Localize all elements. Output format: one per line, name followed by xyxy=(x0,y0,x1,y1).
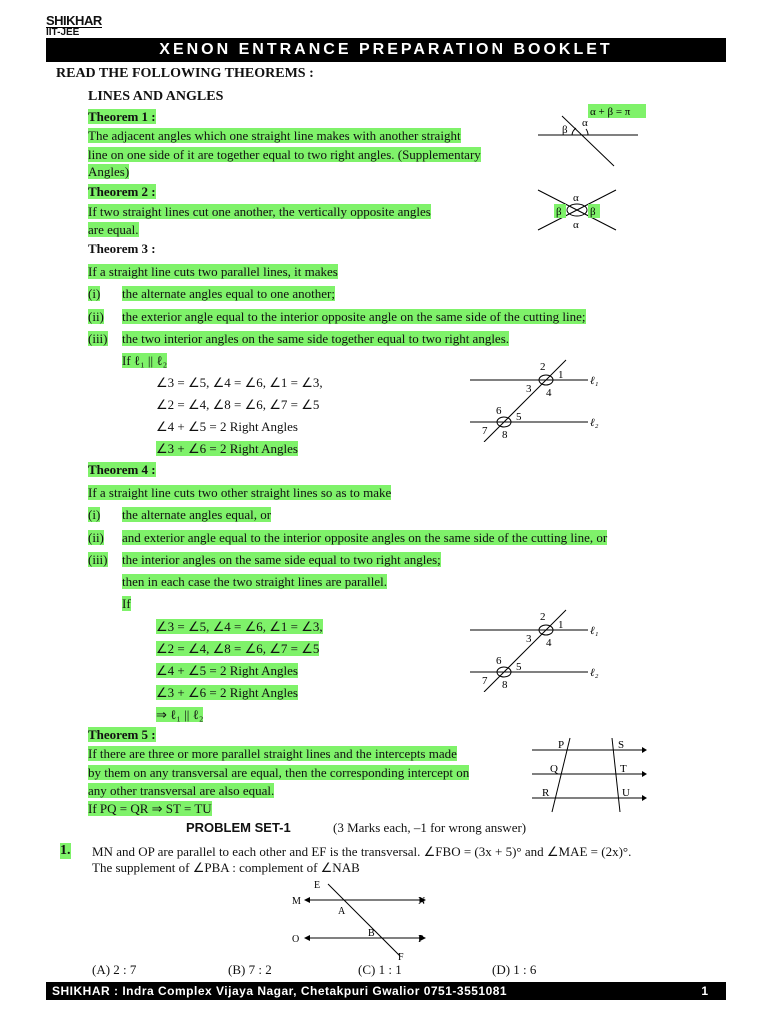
line-label-l2: ℓ₂ xyxy=(590,667,599,679)
theorem-1-line: Angles) xyxy=(88,164,130,179)
angle-label-4: 4 xyxy=(546,637,552,649)
option-a[interactable]: (A) 2 : 7 xyxy=(92,962,137,977)
angle-label-3: 3 xyxy=(526,383,532,395)
problem-set-note: (3 Marks each, –1 for wrong answer) xyxy=(333,820,527,835)
theorem-1-line: The adjacent angles which one straight line makes with another straight xyxy=(88,128,461,143)
transversal xyxy=(484,610,566,692)
option-c[interactable]: (C) 1 : 1 xyxy=(358,962,402,977)
angle-label-6: 6 xyxy=(496,655,502,667)
point-T: T xyxy=(620,763,627,775)
arrow-O xyxy=(304,935,310,941)
footer-bar xyxy=(46,982,726,1000)
theorem-3-item: the two interior angles on the same side together equal to two right angles. xyxy=(122,331,510,346)
logo-line1: SHIKHAR xyxy=(46,13,102,28)
transversal-EF xyxy=(328,884,400,956)
angle-label-5: 5 xyxy=(516,661,522,673)
problem-set-title: PROBLEM SET-1 xyxy=(186,820,291,835)
beta-right-label: β xyxy=(590,206,596,218)
booklet-banner: XENON ENTRANCE PREPARATION BOOKLET xyxy=(46,38,726,62)
alpha-label: α xyxy=(582,117,588,129)
angle-label-7: 7 xyxy=(482,425,488,437)
alpha-arc xyxy=(586,129,588,135)
theorem-4-then: then in each case the two straight lines are parallel. xyxy=(122,574,387,589)
theorem-5-line: any other transversal are also equal. xyxy=(88,783,275,798)
beta-label: β xyxy=(562,124,568,136)
arrowhead-bottom xyxy=(642,795,647,801)
point-U: U xyxy=(622,787,630,799)
theorem-2-title: Theorem 2 : xyxy=(88,184,156,199)
theorem-3-intro: If a straight line cuts two parallel lines, it makes xyxy=(88,264,338,279)
cutting-line xyxy=(562,116,614,166)
theorem-4-equation: ∠3 = ∠5, ∠4 = ∠6, ∠1 = ∠3, xyxy=(156,619,323,634)
alpha-top-label: α xyxy=(573,192,579,204)
alpha-bottom-label: α xyxy=(573,219,579,231)
question-number: 1. xyxy=(60,843,71,858)
theorem-1-figure xyxy=(534,100,654,170)
point-N: N xyxy=(418,896,426,907)
transversal xyxy=(484,360,566,442)
option-b[interactable]: (B) 7 : 2 xyxy=(228,962,272,977)
theorem-4-item-num: (iii) xyxy=(88,552,108,567)
point-M: M xyxy=(292,896,301,907)
page-number: 1 xyxy=(701,984,708,998)
angle-label-1: 1 xyxy=(558,369,564,381)
theorem-4-equation: ⇒ ℓ₁ || ℓ₂ xyxy=(156,707,204,722)
theorem-5-figure xyxy=(528,736,648,814)
angle-label-3: 3 xyxy=(526,633,532,645)
theorem-3-item: the exterior angle equal to the interior opposite angle on the same side of the cutting line; xyxy=(122,309,586,324)
logo-line2: IIT-JEE xyxy=(46,27,102,38)
theorem-3-equation: ∠3 = ∠5, ∠4 = ∠6, ∠1 = ∠3, xyxy=(156,375,323,390)
angle-label-4: 4 xyxy=(546,387,552,399)
point-Q: Q xyxy=(550,763,558,775)
theorem-4-equation: ∠3 + ∠6 = 2 Right Angles xyxy=(156,685,298,700)
theorem-4-item: the interior angles on the same side equal to two right angles; xyxy=(122,552,441,567)
theorem-3-item-num: (iii) xyxy=(88,331,108,346)
theorem-3-item-num: (i) xyxy=(88,286,101,301)
theorem-5-line: If PQ = QR ⇒ ST = TU xyxy=(88,801,212,816)
beta-arc xyxy=(572,128,576,135)
theorem-2-line: are equal. xyxy=(88,222,139,237)
theorem-4-intro: If a straight line cuts two other straight lines so as to make xyxy=(88,485,392,500)
theorem-1-title: Theorem 1 : xyxy=(88,109,156,124)
point-F: F xyxy=(398,952,404,962)
theorem-4-equation: ∠2 = ∠4, ∠8 = ∠6, ∠7 = ∠5 xyxy=(156,641,320,656)
theorem-3-item: the alternate angles equal to one another; xyxy=(122,286,335,301)
theorem-5-line: by them on any transversal are equal, then the corresponding intercept on xyxy=(88,765,470,780)
angle-label-2: 2 xyxy=(540,611,546,623)
theorem-3-if: If ℓ₁ || ℓ₂ xyxy=(122,353,168,368)
footer-address: SHIKHAR : Indra Complex Vijaya Nagar, Chetakpuri Gwalior 0751-3551081 xyxy=(52,984,508,998)
arrowhead-middle xyxy=(642,771,647,777)
arrowhead-top xyxy=(642,747,647,753)
arrow-M xyxy=(304,897,310,903)
point-B: B xyxy=(368,928,375,939)
point-P: P xyxy=(418,934,424,945)
theorem-3-item-num: (ii) xyxy=(88,309,104,324)
line-label-l1: ℓ₁ xyxy=(590,625,599,637)
theorem-4-if: If xyxy=(122,596,131,611)
question-text: The supplement of ∠PBA : complement of ∠NAB xyxy=(92,860,360,875)
beta-left-label: β xyxy=(556,206,562,218)
theorem-3-title: Theorem 3 : xyxy=(88,241,156,256)
theorem-4-item-num: (ii) xyxy=(88,530,104,545)
theorem-4-equation: ∠4 + ∠5 = 2 Right Angles xyxy=(156,663,298,678)
question-text: MN and OP are parallel to each other and EF is the transversal. ∠FBO = (3x + 5)° and ∠MAE = (2x)°. xyxy=(92,844,632,859)
point-S: S xyxy=(618,739,625,751)
theorem-3-equation: ∠4 + ∠5 = 2 Right Angles xyxy=(156,419,298,434)
theorem-4-figure xyxy=(462,608,612,692)
angle-label-8: 8 xyxy=(502,429,508,441)
option-d[interactable]: (D) 1 : 6 xyxy=(492,962,537,977)
line-label-l2: ℓ₂ xyxy=(590,417,599,429)
theorem-3-figure xyxy=(462,358,612,442)
angle-label-2: 2 xyxy=(540,361,546,373)
theorem-4-item: the alternate angles equal, or xyxy=(122,507,272,522)
angle-label-6: 6 xyxy=(496,405,502,417)
theorem-4-item-num: (i) xyxy=(88,507,101,522)
theorem-4-title: Theorem 4 : xyxy=(88,462,156,477)
theorem-2-figure xyxy=(534,186,620,234)
theorem-1-formula: α + β = π xyxy=(590,106,631,118)
read-heading: READ THE FOLLOWING THEOREMS : xyxy=(56,66,314,81)
theorem-5-line: If there are three or more parallel straight lines and the intercepts made xyxy=(88,746,457,761)
line-label-l1: ℓ₁ xyxy=(590,375,599,387)
point-R: R xyxy=(542,787,550,799)
angle-label-5: 5 xyxy=(516,411,522,423)
angle-label-1: 1 xyxy=(558,619,564,631)
theorem-1-line: line on one side of it are together equal to two right angles. (Supplementary xyxy=(88,147,481,162)
angle-label-7: 7 xyxy=(482,675,488,687)
point-P: P xyxy=(558,739,565,751)
angle-label-8: 8 xyxy=(502,679,508,691)
point-E: E xyxy=(314,880,321,891)
theorem-4-item: and exterior angle equal to the interior opposite angles on the same side of the cutting line, or xyxy=(122,530,608,545)
section-title: LINES AND ANGLES xyxy=(88,89,224,104)
theorem-3-equation: ∠2 = ∠4, ∠8 = ∠6, ∠7 = ∠5 xyxy=(156,397,320,412)
theorem-2-line: If two straight lines cut one another, the vertically opposite angles xyxy=(88,204,431,219)
shikhar-logo xyxy=(46,14,102,38)
point-A: A xyxy=(338,906,346,917)
question-1-figure xyxy=(284,876,444,962)
point-O: O xyxy=(292,934,300,945)
theorem-5-title: Theorem 5 : xyxy=(88,727,156,742)
theorem-3-equation: ∠3 + ∠6 = 2 Right Angles xyxy=(156,441,298,456)
